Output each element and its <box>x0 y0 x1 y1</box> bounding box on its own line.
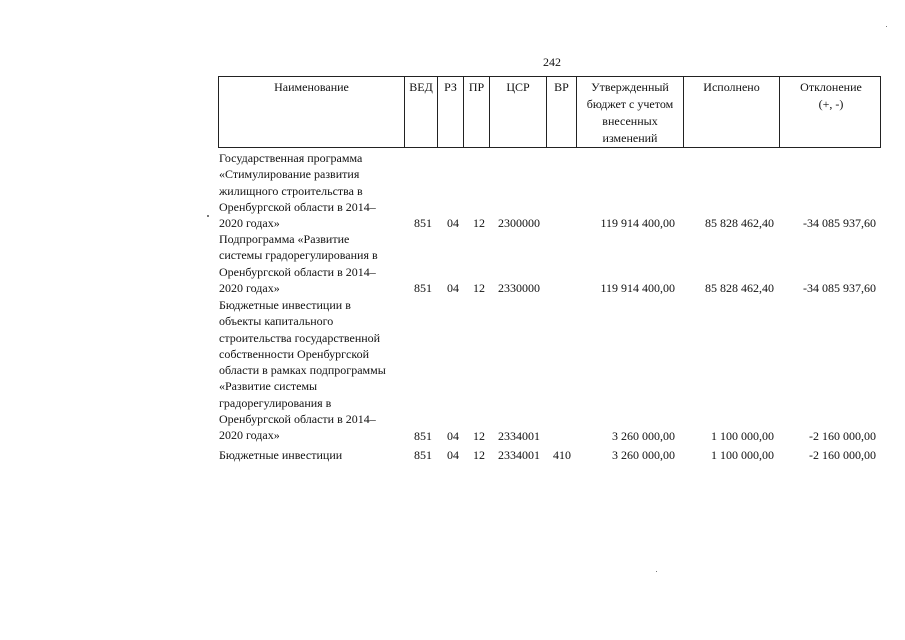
row-executed: 85 828 462,40 <box>705 281 774 295</box>
header-name: Наименование <box>219 77 405 147</box>
header-executed: Исполнено <box>684 77 780 147</box>
row-name: Бюджетные инвестиции <box>219 448 343 462</box>
row-deviation: -34 085 937,60 <box>803 281 876 295</box>
row-pr: 12 <box>473 429 485 443</box>
row-deviation: -34 085 937,60 <box>803 216 876 230</box>
row-executed: 1 100 000,00 <box>711 448 774 462</box>
row-executed: 1 100 000,00 <box>711 429 774 443</box>
row-ved: 851 <box>414 429 432 443</box>
row-pr: 12 <box>473 448 485 462</box>
row-deviation: -2 160 000,00 <box>809 429 876 443</box>
header-vr: ВР <box>547 77 577 147</box>
row-deviation: -2 160 000,00 <box>809 448 876 462</box>
row-approved: 119 914 400,00 <box>600 216 675 230</box>
header-rz: РЗ <box>438 77 464 147</box>
row-csr: 2334001 <box>498 448 540 462</box>
header-deviation: Отклонение (+, -) <box>800 80 862 111</box>
row-approved: 3 260 000,00 <box>612 429 675 443</box>
row-rz: 04 <box>447 281 459 295</box>
scan-speck <box>656 571 657 572</box>
row-approved: 3 260 000,00 <box>612 448 675 462</box>
page-number: 242 <box>543 55 561 69</box>
row-csr: 2330000 <box>498 281 540 295</box>
header-csr: ЦСР <box>490 77 547 147</box>
row-vr: 410 <box>553 448 571 462</box>
row-csr: 2300000 <box>498 216 540 230</box>
row-ved: 851 <box>414 281 432 295</box>
row-csr: 2334001 <box>498 429 540 443</box>
header-ved: ВЕД <box>405 77 438 147</box>
row-name: Бюджетные инвестиции в объекты капитального строительства государственной собственности Оренбургской области в рамках подпрограммы «Развитие системы градорегулирования в Оренбургской области в 2014– 2020 годах» <box>219 298 386 443</box>
row-name: Государственная программа «Стимулирование развития жилищного строительства в Оренбургской области в 2014– 2020 годах» <box>219 151 376 231</box>
header-approved: Утвержденный бюджет с учетом внесенных изменений <box>577 77 684 147</box>
row-rz: 04 <box>447 216 459 230</box>
table-header <box>218 76 881 148</box>
scan-speck <box>207 215 209 217</box>
row-rz: 04 <box>447 448 459 462</box>
row-rz: 04 <box>447 429 459 443</box>
row-ved: 851 <box>414 216 432 230</box>
row-pr: 12 <box>473 216 485 230</box>
row-pr: 12 <box>473 281 485 295</box>
row-name: Подпрограмма «Развитие системы градорегулирования в Оренбургской области в 2014– 2020 годах» <box>219 232 378 295</box>
row-executed: 85 828 462,40 <box>705 216 774 230</box>
header-pr: ПР <box>464 77 490 147</box>
row-ved: 851 <box>414 448 432 462</box>
row-approved: 119 914 400,00 <box>600 281 675 295</box>
scan-speck <box>886 26 887 27</box>
